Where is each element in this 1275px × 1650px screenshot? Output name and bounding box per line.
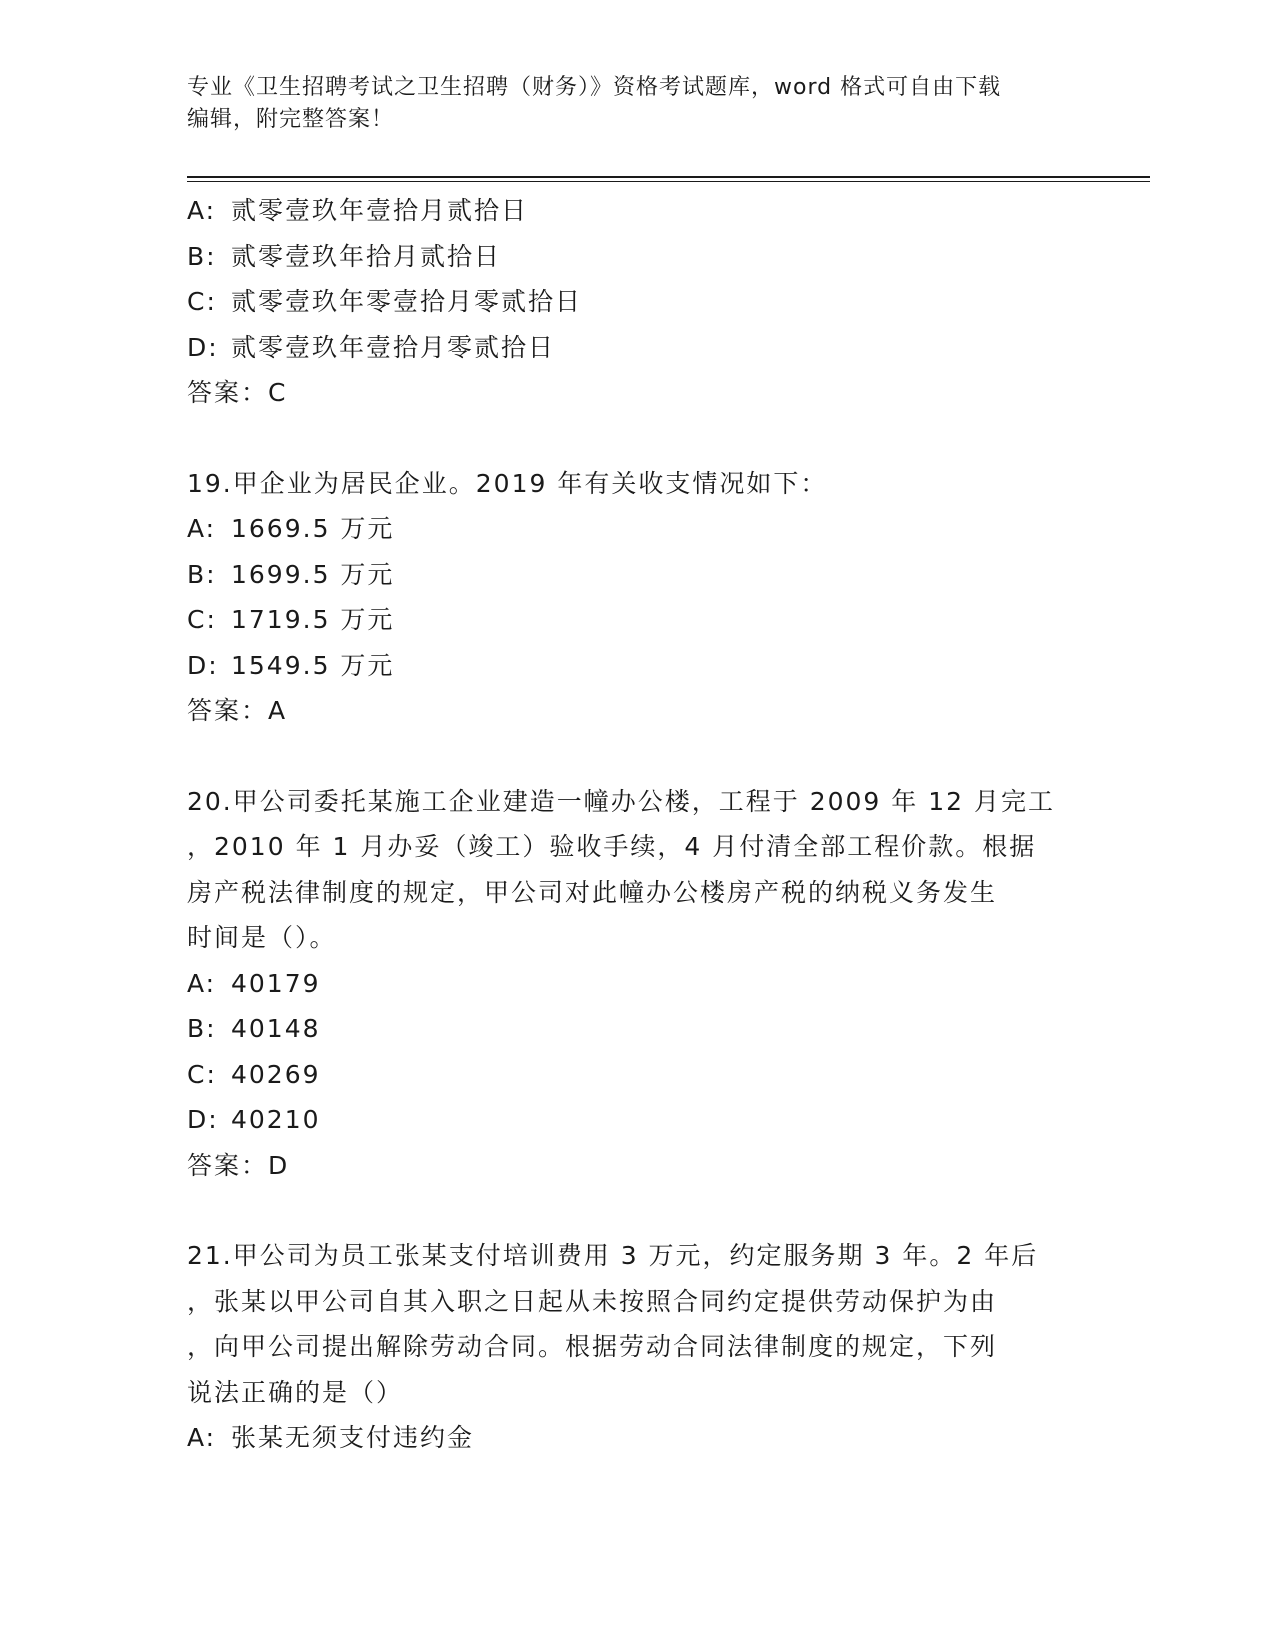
option-label: A:: [187, 196, 217, 225]
option-d: [187, 325, 1077, 371]
option-b: [187, 552, 1077, 598]
question-21: [187, 1233, 1077, 1461]
option-text: 40179: [231, 968, 321, 998]
spacer: [187, 1188, 1077, 1233]
option-a: [187, 506, 1077, 552]
question-stem: 时间是（）。: [187, 923, 337, 952]
question-stem: ，张某以甲公司自其入职之日起从未按照合同约定提供劳动保护为由: [187, 1286, 998, 1316]
header-line-2: 编辑，附完整答案！: [187, 107, 395, 132]
spacer: [187, 734, 1077, 779]
header-divider-thick: [187, 176, 1150, 178]
option-text: 40148: [231, 1014, 321, 1043]
option-c: [187, 597, 1077, 643]
option-text: 贰零壹玖年拾月贰拾日: [231, 241, 502, 271]
option-label: A:: [187, 514, 217, 543]
option-text: 贰零壹玖年壹拾月零贰拾日: [231, 332, 556, 362]
answer: 答案：A: [187, 696, 288, 725]
option-text: 1719.5 万元: [231, 605, 395, 634]
question-18: [187, 188, 1077, 416]
option-a: [187, 961, 1077, 1007]
option-text: 贰零壹玖年壹拾月贰拾日: [231, 196, 529, 225]
option-label: D:: [187, 1105, 219, 1134]
option-text: 贰零壹玖年零壹拾月零贰拾日: [231, 287, 583, 316]
answer: 答案：D: [187, 1150, 290, 1180]
answer: 答案：C: [187, 378, 288, 407]
option-label: A:: [187, 968, 217, 998]
question-stem: 说法正确的是（）: [187, 1377, 404, 1407]
option-a: [187, 188, 1077, 234]
option-c: [187, 279, 1077, 325]
option-a: [187, 1415, 1077, 1461]
question-stem: ，向甲公司提出解除劳动合同。根据劳动合同法律制度的规定，下列: [187, 1332, 998, 1361]
question-stem: 20.甲公司委托某施工企业建造一幢办公楼，工程于 2009 年 12 月完工: [187, 786, 1055, 816]
option-label: B:: [187, 241, 217, 271]
question-19: [187, 461, 1077, 734]
option-label: A:: [187, 1423, 217, 1452]
spacer: [187, 416, 1077, 461]
header-line-1: 专业《卫生招聘考试之卫生招聘（财务）》资格考试题库，word 格式可自由下载: [187, 75, 1002, 100]
option-b: [187, 1006, 1077, 1052]
option-label: B:: [187, 1014, 217, 1043]
question-20: [187, 779, 1077, 1189]
option-label: B:: [187, 559, 217, 589]
document-header: [187, 72, 1067, 136]
option-text: 1549.5 万元: [231, 650, 395, 680]
option-label: C:: [187, 287, 217, 316]
option-text: 张某无须支付违约金: [231, 1423, 475, 1452]
option-c: [187, 1052, 1077, 1098]
question-stem: 19.甲企业为居民企业。2019 年有关收支情况如下：: [187, 468, 828, 498]
question-list: [187, 188, 1077, 1461]
option-label: D:: [187, 650, 219, 680]
option-d: [187, 643, 1077, 689]
question-stem: 房产税法律制度的规定，甲公司对此幢办公楼房产税的纳税义务发生: [187, 877, 998, 907]
option-d: [187, 1097, 1077, 1143]
option-text: 40269: [231, 1059, 321, 1089]
option-label: C:: [187, 1059, 217, 1089]
option-label: C:: [187, 605, 217, 634]
option-label: D:: [187, 332, 219, 362]
question-stem: ，2010 年 1 月办妥（竣工）验收手续，4 月付清全部工程价款。根据: [187, 832, 1037, 861]
header-divider-thin: [187, 181, 1150, 182]
option-text: 40210: [231, 1105, 321, 1134]
question-stem: 21.甲公司为员工张某支付培训费用 3 万元，约定服务期 3 年。2 年后: [187, 1241, 1039, 1270]
option-b: [187, 234, 1077, 280]
option-text: 1669.5 万元: [231, 514, 395, 543]
option-text: 1699.5 万元: [231, 559, 395, 589]
